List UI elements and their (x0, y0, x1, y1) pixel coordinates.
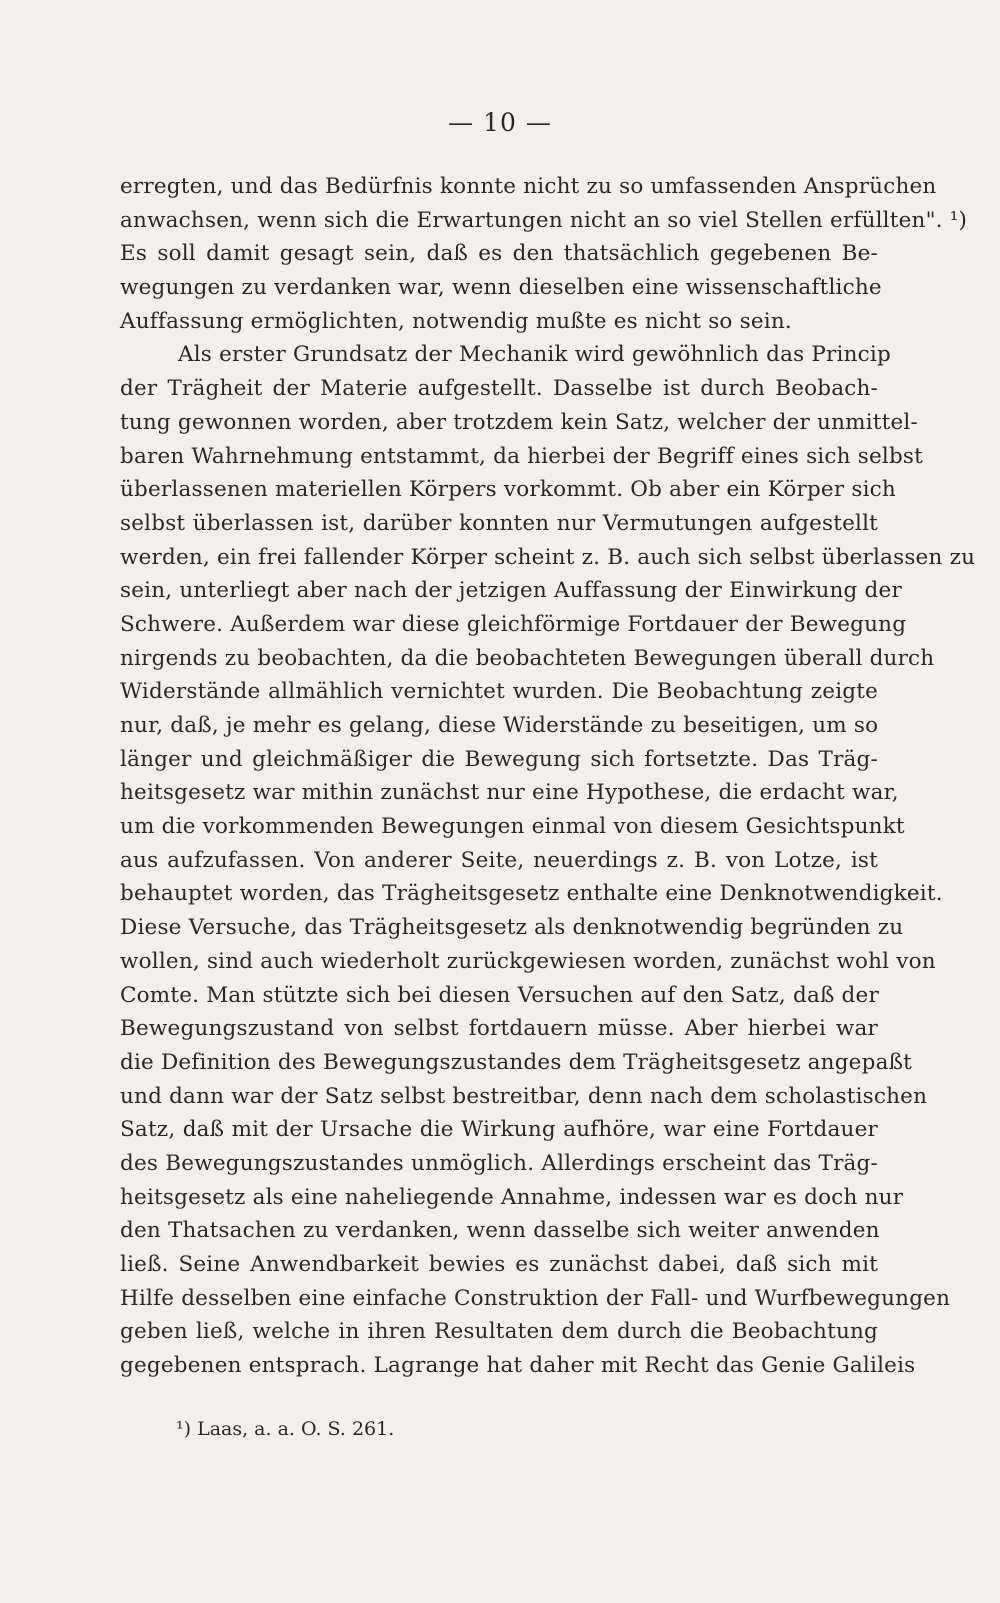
text-line: Auffassung ermöglichten, notwendig mußte es nicht so sein. (120, 308, 792, 334)
text-line: und dann war der Satz selbst bestreitbar, denn nach dem scholastischen (120, 1083, 928, 1109)
footnote-marker: ¹) (176, 1418, 192, 1440)
text-line: Als erster Grundsatz der Mechanik wird gewöhnlich das Princip (178, 342, 891, 368)
text-line: Es soll damit gesagt sein, daß es den thatsächlich gegebenen Be- (120, 241, 878, 267)
text-line: nur, daß, je mehr es gelang, diese Widerstände zu beseitigen, um so (120, 713, 879, 738)
text-line: Hilfe desselben eine einfache Construktion der Fall- und Wurfbewegungen (120, 1285, 951, 1311)
text-line: erregten, und das Bedürfnis konnte nicht zu so umfassenden Ansprüchen (120, 174, 937, 199)
text-line: selbst überlassen ist, darüber konnten nur Vermutungen aufgestellt (120, 510, 878, 536)
text-line: die Definition des Bewegungszustandes dem Trägheitsgesetz angepaßt (120, 1049, 912, 1075)
text-line: der Trägheit der Materie aufgestellt. Dasselbe ist durch Beobach- (120, 376, 878, 402)
footnote (176, 1418, 394, 1440)
text-line: ließ. Seine Anwendbarkeit bewies es zunächst dabei, daß sich mit (120, 1252, 878, 1277)
text-line: gegebenen entsprach. Lagrange hat daher mit Recht das Genie Galileis (120, 1353, 916, 1379)
text-line: heitsgesetz war mithin zunächst nur eine Hypothese, die erdacht war, (120, 780, 899, 806)
text-line: heitsgesetz als eine naheliegende Annahme, indessen war es doch nur (120, 1184, 904, 1210)
text-line: überlassenen materiellen Körpers vorkommt. Ob aber ein Körper sich (120, 477, 896, 503)
text-line: wollen, sind auch wiederholt zurückgewiesen worden, zunächst wohl von (120, 948, 936, 974)
text-line: behauptet worden, das Trägheitsgesetz enthalte eine Denknotwendigkeit. (120, 881, 943, 907)
text-line: länger und gleichmäßiger die Bewegung sich fortsetzte. Das Träg- (120, 746, 878, 772)
text-line: um die vorkommenden Bewegungen einmal von diesem Gesichtspunkt (120, 814, 905, 840)
text-line: Diese Versuche, das Trägheitsgesetz als denknotwendig begründen zu (120, 915, 904, 941)
text-line: Bewegungszustand von selbst fortdauern müsse. Aber hierbei war (120, 1016, 878, 1042)
body-text (120, 170, 976, 1383)
text-line: geben ließ, welche in ihren Resultaten dem durch die Beobachtung (120, 1319, 878, 1345)
text-line: baren Wahrnehmung entstammt, da hierbei der Begriff eines sich selbst (120, 443, 923, 469)
text-line: anwachsen, wenn sich die Erwartungen nicht an so viel Stellen erfüllten". ¹) (120, 207, 968, 233)
text-line: aus aufzufassen. Von anderer Seite, neuerdings z. B. von Lotze, ist (120, 847, 878, 873)
footnote-text: Laas, a. a. O. S. 261. (197, 1418, 395, 1440)
text-line: Schwere. Außerdem war diese gleichförmige Fortdauer der Bewegung (120, 611, 907, 637)
text-line: wegungen zu verdanken war, wenn dieselben eine wissenschaftliche (120, 275, 882, 301)
text-line: des Bewegungszustandes unmöglich. Allerdings erscheint das Träg- (120, 1150, 878, 1176)
text-line: sein, unterliegt aber nach der jetzigen Auffassung der Einwirkung der (120, 578, 902, 604)
text-line: Widerstände allmählich vernichtet wurden. Die Beobachtung zeigte (120, 679, 878, 705)
text-line: den Thatsachen zu verdanken, wenn dasselbe sich weiter anwenden (120, 1218, 880, 1244)
text-line: Satz, daß mit der Ursache die Wirkung aufhöre, war eine Fortdauer (120, 1117, 878, 1143)
text-line: tung gewonnen worden, aber trotzdem kein Satz, welcher der unmittel- (120, 409, 918, 435)
text-line: werden, ein frei fallender Körper scheint z. B. auch sich selbst überlassen zu (120, 544, 976, 570)
page-number: — 10 — (448, 108, 552, 137)
text-line: Comte. Man stützte sich bei diesen Versuchen auf den Satz, daß der (120, 982, 879, 1008)
text-line: nirgends zu beobachten, da die beobachteten Bewegungen überall durch (120, 645, 935, 671)
